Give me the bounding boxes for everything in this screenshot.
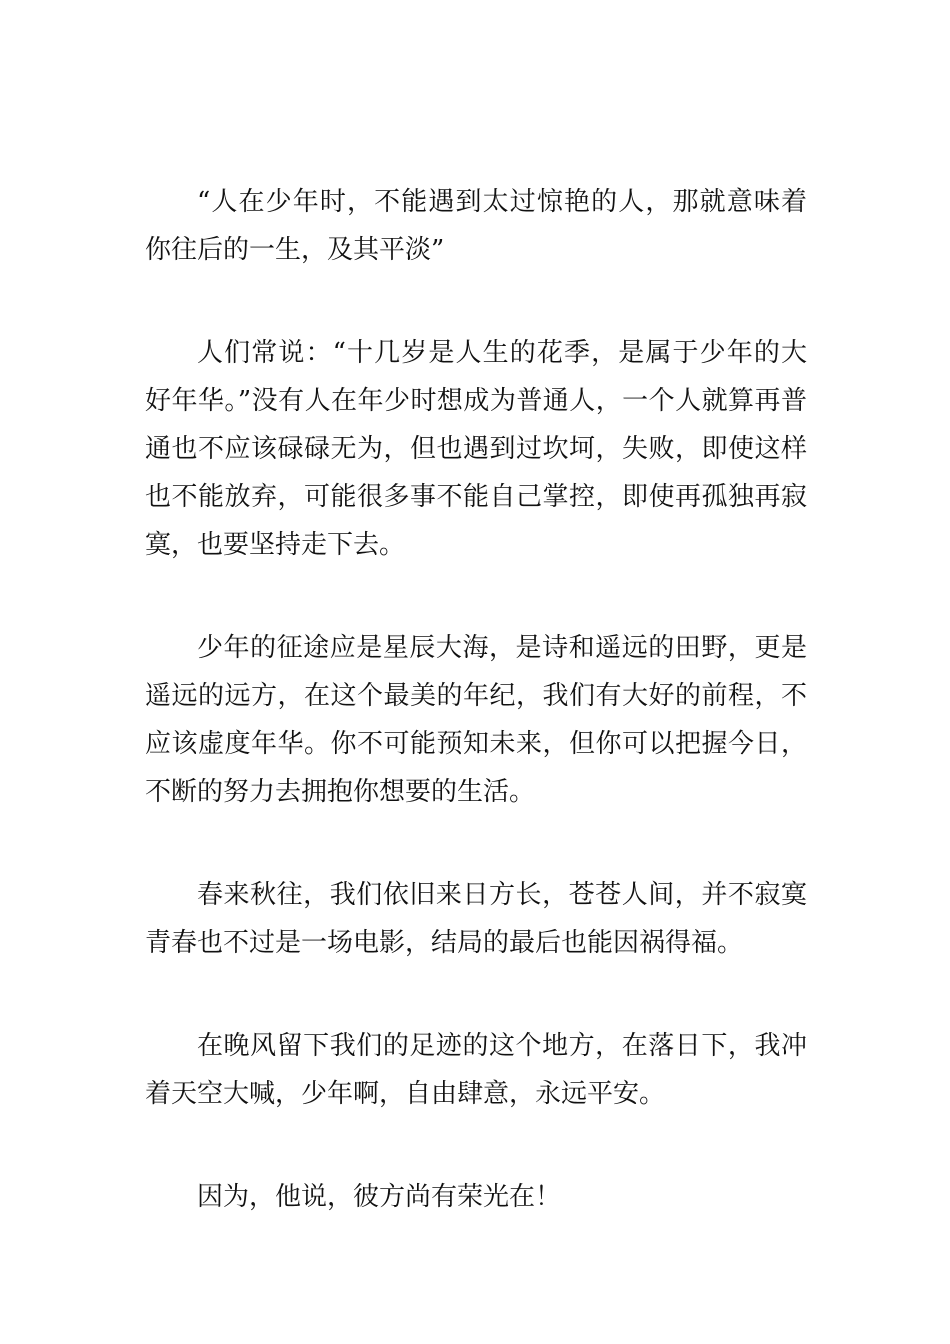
document-body xyxy=(145,178,807,1221)
paragraph-seasons: 春来秋往，我们依旧来日方长，苍苍人间，并不寂寞青春也不过是一场电影，结局的最后也能因祸得福。 xyxy=(145,880,807,958)
paragraph-evening-wind: 在晚风留下我们的足迹的这个地方，在落日下，我冲着天空大喊，少年啊，自由肆意，永远平安。 xyxy=(145,1031,807,1109)
paragraph-youth-flower-season: 人们常说：“十几岁是人生的花季，是属于少年的大好年华。”没有人在年少时想成为普通人，一个人就算再普通也不应该碌碌无为，但也遇到过坎坷，失败，即使这样也不能放弃，可能很多事不能自己掌控，即使再孤独再寂寞，也要坚持走下去。 xyxy=(145,338,807,560)
paragraph-closing: 因为，他说，彼方尚有荣光在！ xyxy=(197,1182,562,1212)
paragraph-quote: “人在少年时，不能遇到太过惊艳的人，那就意味着你往后的一生，及其平淡” xyxy=(145,187,807,265)
paragraph-youth-journey: 少年的征途应是星辰大海，是诗和遥远的田野，更是遥远的远方，在这个最美的年纪，我们有大好的前程，不应该虚度年华。你不可能预知未来，但你可以把握今日，不断的努力去拥抱你想要的生活。 xyxy=(145,633,807,807)
